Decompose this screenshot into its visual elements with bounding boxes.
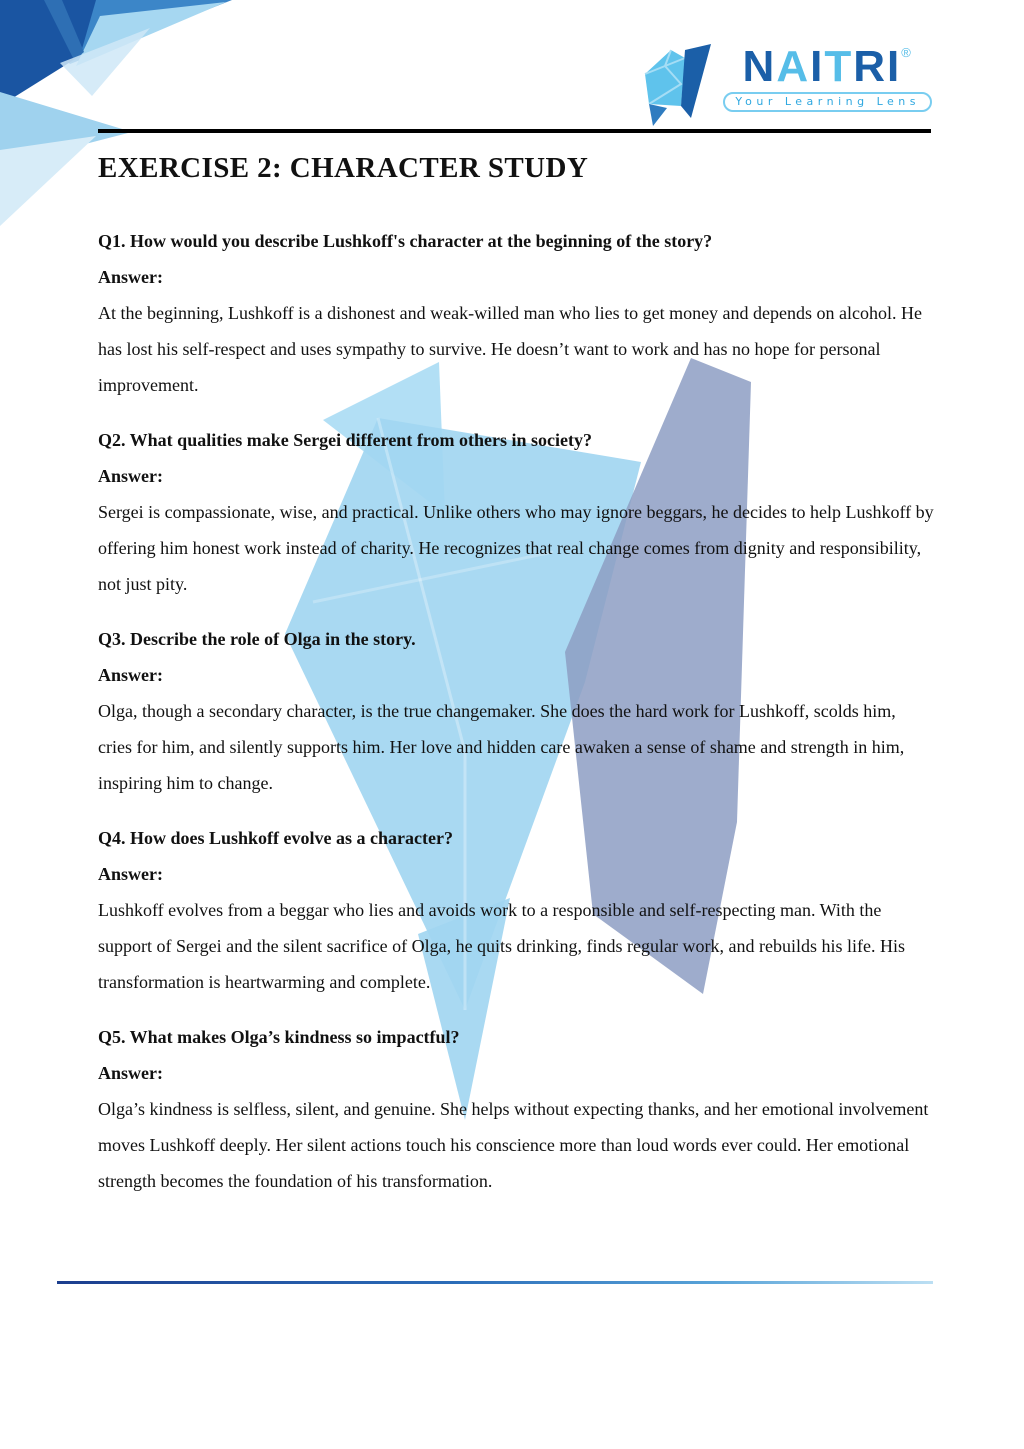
brand-name [743, 44, 913, 90]
brand-letter: A [776, 42, 811, 91]
footer-divider [57, 1281, 933, 1284]
answer-text: Lushkoff evolves from a beggar who lies and avoids work to a responsible and self-respecting man. With the support of Sergei and the silent sacrifice of Olga, he quits drinking, finds regular work, and rebuilds his life. His transformation is heartwarming and complete. [98, 900, 905, 992]
answer-label: Answer: [98, 665, 163, 685]
question-heading: Q2. What qualities make Sergei different from others in society? [98, 430, 592, 450]
answer-label: Answer: [98, 267, 163, 287]
page-title: EXERCISE 2: CHARACTER STUDY [98, 152, 589, 184]
brand-letter: N [742, 42, 777, 91]
answer-text: Sergei is compassionate, wise, and practical. Unlike others who may ignore beggars, he decides to help Lushkoff by offering him honest work instead of charity. He recognizes that real change comes from dignity and responsibility, not just pity. [98, 502, 934, 594]
registered-trademark-icon: ® [901, 45, 913, 60]
brand-tagline: Your Learning Lens [723, 92, 932, 112]
answer-label: Answer: [98, 1063, 163, 1083]
qa-section-1 [98, 223, 934, 403]
question-heading: Q5. What makes Olga’s kindness so impactful? [98, 1027, 460, 1047]
answer-text: Olga, though a secondary character, is the true changemaker. She does the hard work for Lushkoff, scolds him, cries for him, and silently supports him. Her love and hidden care awaken a sense of shame and strength in him, inspiring him to change. [98, 701, 905, 793]
question-heading: Q4. How does Lushkoff evolve as a character? [98, 828, 453, 848]
document-content [98, 148, 934, 1218]
brand-logo-icon [639, 44, 713, 126]
answer-label: Answer: [98, 864, 163, 884]
brand-letter: I [810, 42, 825, 91]
brand-letter: T [824, 42, 854, 91]
brand-letter: R [853, 42, 887, 91]
brand-letter: I [887, 42, 902, 91]
answer-text: Olga’s kindness is selfless, silent, and genuine. She helps without expecting thanks, and her emotional involvement moves Lushkoff deeply. Her silent actions touch his conscience more than loud words ever could. Her emotional strength becomes the foundation of his transformation. [98, 1099, 929, 1191]
qa-section-3 [98, 621, 934, 801]
qa-section-4 [98, 820, 934, 1000]
header-divider [98, 129, 931, 133]
answer-text: At the beginning, Lushkoff is a dishonest and weak-willed man who lies to get money and depends on alcohol. He has lost his self-respect and uses sympathy to survive. He doesn’t want to work and has no hope for personal improvement. [98, 303, 923, 395]
question-heading: Q1. How would you describe Lushkoff's character at the beginning of the story? [98, 231, 713, 251]
question-heading: Q3. Describe the role of Olga in the story. [98, 629, 416, 649]
brand-logo-text [723, 44, 932, 112]
qa-section-2 [98, 422, 934, 602]
qa-section-5 [98, 1019, 934, 1199]
answer-label: Answer: [98, 466, 163, 486]
brand-logo [639, 44, 932, 126]
